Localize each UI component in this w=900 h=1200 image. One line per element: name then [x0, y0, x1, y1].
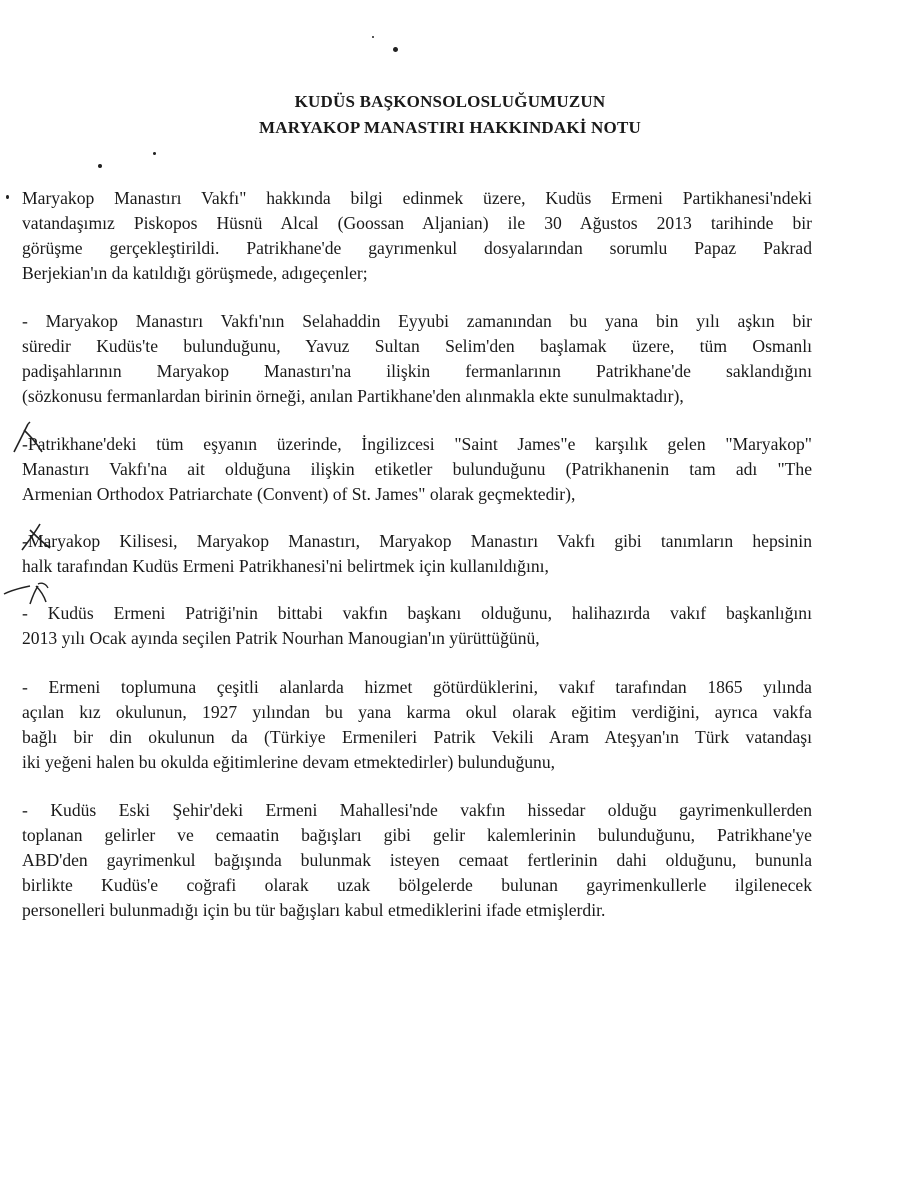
text-line: birlikte Kudüs'e coğrafi olarak uzak bölgelerde bulunan gayrimenkullerle ilgilenecek	[22, 875, 812, 895]
handwritten-tick-mark	[0, 580, 56, 614]
text-line: -Maryakop Kilisesi, Maryakop Manastırı, Maryakop Manastırı Vakfı gibi tanımların hepsinin	[22, 531, 812, 551]
text-line: personelleri bulunmadığı için bu tür bağışları kabul etmediklerini ifade etmişlerdir.	[22, 900, 606, 920]
handwritten-tick-mark	[6, 418, 46, 462]
title-line-2: MARYAKOP MANASTIRI HAKKINDAKİ NOTU	[259, 118, 641, 137]
text-line: vatandaşımız Piskopos Hüsnü Alcal (Goossan Aljanian) ile 30 Ağustos 2013 tarihinde bir	[22, 213, 812, 233]
text-line: ABD'den gayrimenkul bağışında bulunmak isteyen cemaat fertlerinin dahi olduğunu, bununla	[22, 850, 812, 870]
text-line: -Patrikhane'deki tüm eşyanın üzerinde, İngilizcesi "Saint James"e karşılık gelen "Maryakop"	[22, 434, 812, 454]
paragraph-item-1	[22, 309, 812, 409]
text-line: - Kudüs Ermeni Patriği'nin bittabi vakfın başkanı olduğunu, halihazırda vakıf başkanlığını	[22, 603, 812, 623]
scan-speck	[372, 36, 374, 38]
paragraph-item-4	[22, 601, 812, 651]
paragraph-item-6	[22, 798, 812, 923]
text-line: - Ermeni toplumuna çeşitli alanlarda hizmet götürdüklerini, vakıf tarafından 1865 yılında	[22, 677, 812, 697]
paragraph-item-2	[22, 432, 812, 507]
title-line-1: KUDÜS BAŞKONSOLOSLUĞUMUZUN	[294, 92, 606, 111]
text-line: 2013 yılı Ocak ayında seçilen Patrik Nourhan Manougian'ın yürüttüğünü,	[22, 628, 540, 648]
text-line: Maryakop Manastırı Vakfı" hakkında bilgi edinmek üzere, Kudüs Ermeni Partikhanesi'ndeki	[22, 188, 812, 208]
text-line: açılan kız okulunun, 1927 yılından bu yana karma okul olarak eğitim verdiğini, ayrıca vakfa	[22, 702, 812, 722]
text-line: bağlı bir din okulunun da (Türkiye Ermenileri Patrik Vekili Aram Ateşyan'ın Türk vatandaşı	[22, 727, 812, 747]
text-line: süredir Kudüs'te bulunduğunu, Yavuz Sultan Selim'den başlamak üzere, tüm Osmanlı	[22, 336, 812, 356]
text-line: Manastırı Vakfı'na ait olduğuna ilişkin etiketler bulunduğunu (Patrikhanenin tam adı "The	[22, 459, 812, 479]
paragraph-item-5	[22, 675, 812, 775]
text-line: halk tarafından Kudüs Ermeni Patrikhanesi'ni belirtmek için kullanıldığını,	[22, 556, 549, 576]
text-line: Armenian Orthodox Patriarchate (Convent) of St. James" olarak geçmektedir),	[22, 484, 576, 504]
document-title	[0, 89, 900, 141]
text-line: Berjekian'ın da katıldığı görüşmede, adıgeçenler;	[22, 263, 368, 283]
text-line: padişahlarının Maryakop Manastırı'na ilişkin fermanlarının Patrikhane'de saklandığını	[22, 361, 812, 381]
paragraph-item-3	[22, 529, 812, 579]
text-line: - Kudüs Eski Şehir'deki Ermeni Mahallesi'nde vakfın hissedar olduğu gayrimenkullerden	[22, 800, 812, 820]
handwritten-tick-mark	[16, 518, 56, 558]
text-line: toplanan gelirler ve cemaatin bağışları gibi gelir kalemlerinin bulunduğunu, Patrikhane'ye	[22, 825, 812, 845]
scan-speck	[98, 164, 102, 168]
text-line: (sözkonusu fermanlardan birinin örneği, anılan Partikhane'den alınmakla ekte sunulmaktadır),	[22, 386, 684, 406]
text-line: - Maryakop Manastırı Vakfı'nın Selahaddin Eyyubi zamanından bu yana bin yılı aşkın bir	[22, 311, 812, 331]
text-line: görüşme gerçekleştirildi. Patrikhane'de gayrımenkul dosyalarından sorumlu Papaz Pakrad	[22, 238, 812, 258]
scan-speck	[393, 47, 398, 52]
text-line: iki yeğeni halen bu okulda eğitimlerine devam etmektedirler) bulunduğunu,	[22, 752, 556, 772]
scan-speck	[6, 195, 9, 199]
scan-speck	[153, 152, 156, 155]
paragraph-intro	[22, 186, 812, 286]
